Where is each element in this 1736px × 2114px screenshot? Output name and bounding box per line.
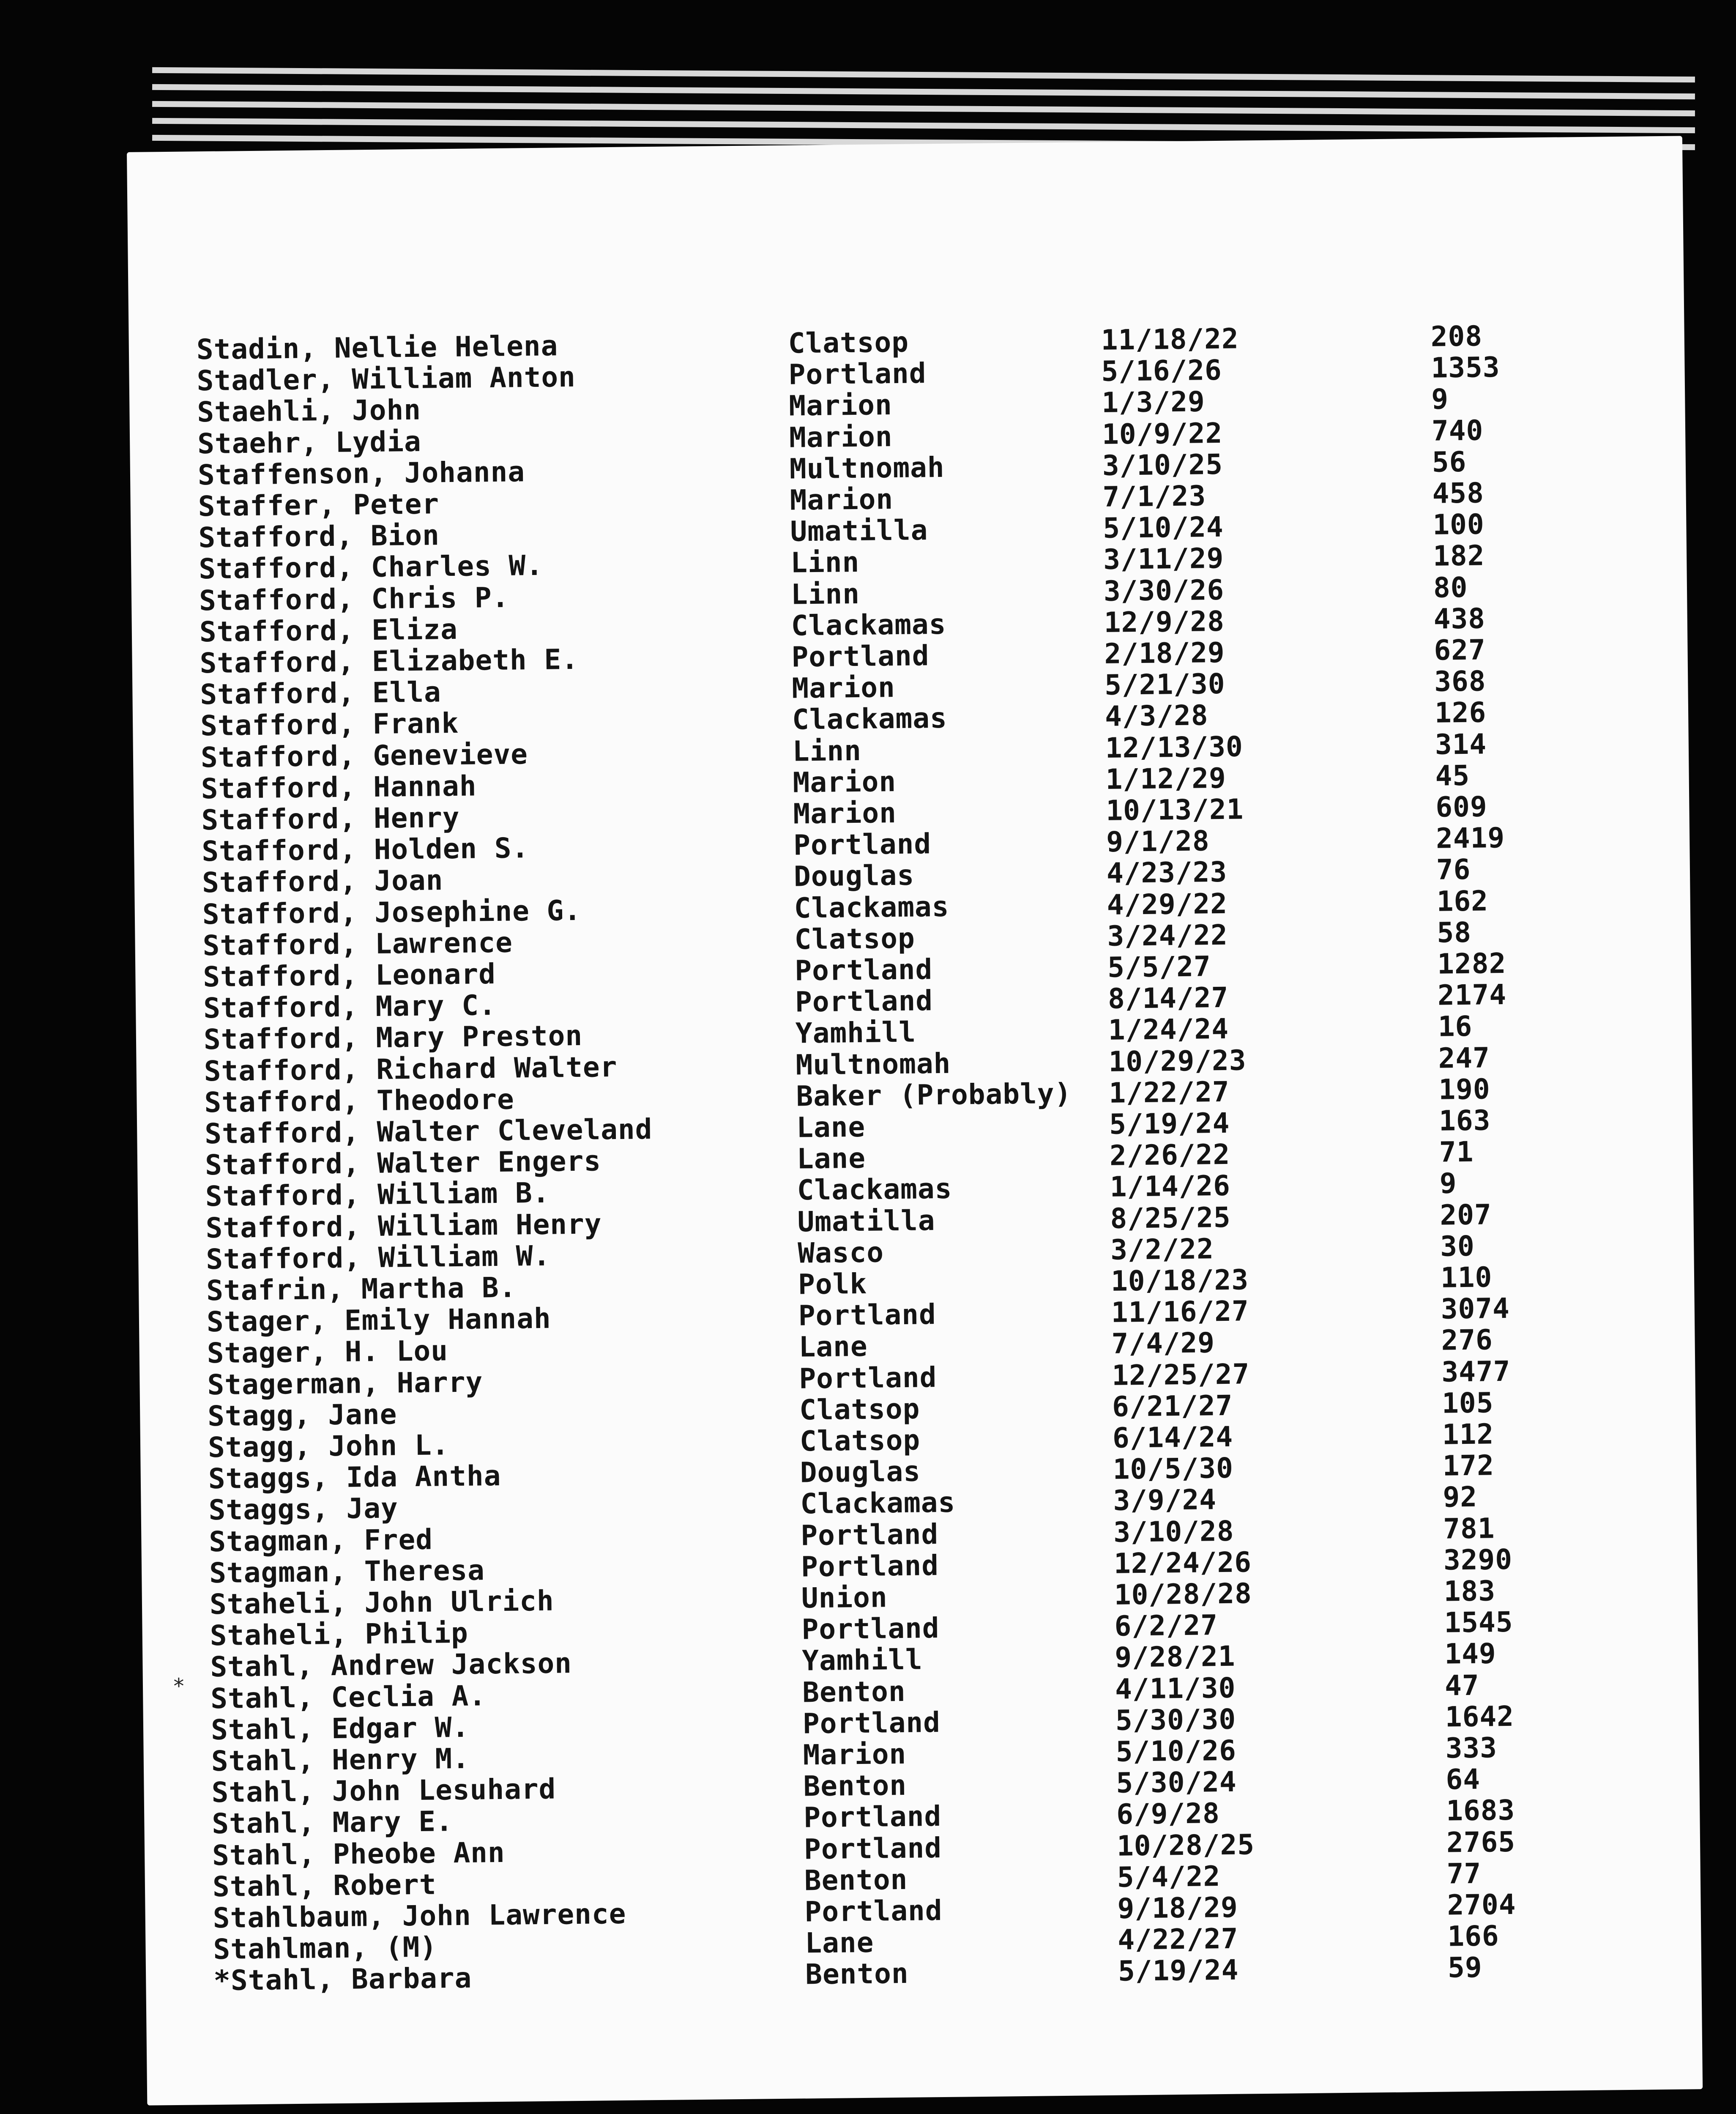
record-county: Portland: [794, 953, 933, 987]
record-date: 7/4/29: [1111, 1326, 1215, 1361]
record-name: Stafford, William W.: [206, 1239, 551, 1276]
record-county: Union: [801, 1581, 888, 1615]
record-number: 207: [1440, 1198, 1492, 1232]
record-number: 110: [1440, 1261, 1493, 1294]
record-county: Lane: [805, 1926, 874, 1960]
record-number: 2765: [1446, 1825, 1516, 1859]
record-number: 3477: [1441, 1355, 1511, 1388]
record-number: 740: [1431, 414, 1484, 447]
record-county: Clackamas: [797, 1172, 952, 1207]
record-date: 8/14/27: [1107, 981, 1229, 1015]
record-date: 12/24/26: [1113, 1546, 1252, 1580]
record-number: 105: [1441, 1386, 1494, 1420]
record-name: Staffer, Peter: [198, 487, 440, 523]
record-county: Umatilla: [797, 1204, 935, 1238]
record-county: Multnomah: [796, 1047, 951, 1082]
record-name: Staggs, Jay: [208, 1492, 399, 1527]
record-name: Stahlman, (M): [213, 1931, 437, 1966]
record-date: 2/26/22: [1109, 1138, 1230, 1172]
record-county: Multnomah: [789, 451, 945, 485]
film-edge-line: [152, 84, 1695, 99]
record-date: 4/3/28: [1104, 699, 1208, 733]
record-county: Marion: [793, 797, 897, 830]
record-name: Stahl, Pheobe Ann: [212, 1836, 506, 1872]
record-name: Stahl, Robert: [212, 1868, 437, 1903]
record-county: Marion: [789, 420, 893, 454]
record-name: Stadler, William Anton: [197, 361, 576, 397]
record-number: 100: [1432, 508, 1485, 541]
record-date: 9/18/29: [1117, 1891, 1238, 1925]
record-number: 45: [1435, 759, 1470, 792]
record-date: 4/29/22: [1107, 887, 1228, 921]
record-number: 76: [1436, 853, 1471, 887]
record-county: Portland: [793, 827, 932, 862]
record-number: 30: [1440, 1230, 1475, 1263]
record-number: 1545: [1444, 1606, 1513, 1639]
record-county: Portland: [803, 1800, 942, 1834]
record-date: 3/10/28: [1113, 1514, 1234, 1549]
record-county: Portland: [799, 1361, 937, 1395]
record-date: 3/10/25: [1102, 448, 1223, 482]
record-county: Lane: [798, 1330, 868, 1364]
record-date: 7/1/23: [1102, 479, 1206, 513]
record-date: 10/9/22: [1102, 416, 1223, 451]
record-date: 10/28/25: [1116, 1828, 1255, 1862]
record-county: Clatsop: [788, 326, 909, 360]
record-county: Clackamas: [791, 608, 946, 642]
record-date: 5/4/22: [1117, 1859, 1221, 1894]
record-county: Linn: [792, 734, 862, 768]
record-date: 5/19/24: [1109, 1106, 1230, 1141]
record-date: 9/28/21: [1115, 1640, 1236, 1674]
record-name: Staehli, John: [197, 394, 421, 429]
record-name: Stafford, Josephine G.: [202, 894, 582, 931]
record-name: Stagg, John L.: [208, 1429, 449, 1464]
record-name: Stafford, Richard Walter: [204, 1050, 618, 1087]
record-date: 3/30/26: [1103, 573, 1225, 608]
record-number: 64: [1446, 1763, 1481, 1796]
record-name: Stafford, Walter Engers: [205, 1145, 601, 1182]
record-name: Stafford, Walter Cleveland: [204, 1113, 653, 1150]
record-name: Stafford, Elizabeth E.: [200, 643, 579, 680]
record-county: Marion: [790, 483, 894, 517]
record-number: 1282: [1437, 947, 1506, 980]
record-number: 77: [1446, 1857, 1482, 1890]
record-date: 4/22/27: [1118, 1922, 1238, 1956]
record-number: 149: [1444, 1637, 1496, 1670]
record-number: 126: [1434, 696, 1487, 730]
record-county: Portland: [804, 1831, 942, 1866]
record-date: 10/29/23: [1108, 1043, 1247, 1078]
record-name: Stahl, Andrew Jackson: [210, 1647, 572, 1684]
record-date: 2/18/29: [1104, 636, 1225, 670]
record-county: Yamhill: [795, 1016, 916, 1050]
record-name: Stafford, Mary Preston: [203, 1019, 583, 1056]
record-number: 609: [1435, 790, 1488, 824]
record-number: 58: [1437, 916, 1472, 949]
record-county: Portland: [788, 357, 927, 391]
record-date: 1/14/26: [1110, 1169, 1231, 1204]
record-date: 9/1/28: [1106, 824, 1210, 859]
record-name: Stafford, Ella: [200, 676, 442, 711]
record-number: 190: [1438, 1073, 1491, 1106]
record-number: 71: [1439, 1135, 1474, 1169]
record-date: 8/25/25: [1110, 1201, 1231, 1235]
record-number: 1353: [1431, 351, 1500, 384]
record-number: 9: [1431, 383, 1449, 416]
record-name: Stafford, Eliza: [199, 613, 458, 649]
record-county: Clatsop: [794, 922, 916, 956]
record-county: Clackamas: [792, 702, 948, 736]
record-date: 5/30/30: [1115, 1703, 1236, 1737]
record-county: Linn: [790, 546, 860, 579]
record-name: Stahl, Henry M.: [211, 1742, 470, 1778]
record-date: 5/10/26: [1115, 1734, 1237, 1768]
record-number: 2704: [1447, 1888, 1516, 1922]
record-date: 6/21/27: [1112, 1389, 1233, 1423]
record-county: Portland: [800, 1517, 939, 1552]
record-date: 1/22/27: [1109, 1075, 1230, 1109]
record-date: 5/16/26: [1101, 354, 1222, 388]
record-number: 112: [1442, 1418, 1494, 1451]
record-date: 10/5/30: [1113, 1451, 1234, 1486]
record-county: Douglas: [793, 859, 915, 893]
record-number: 458: [1432, 476, 1484, 510]
record-date: 5/10/24: [1103, 511, 1224, 545]
record-date: 12/13/30: [1105, 730, 1244, 764]
record-name: Stafford, Theodore: [204, 1083, 515, 1119]
record-number: 627: [1434, 633, 1486, 667]
record-name: Stagman, Fred: [209, 1523, 433, 1558]
record-county: Clatsop: [799, 1392, 920, 1427]
record-name: Stahl, Edgar W.: [211, 1711, 470, 1746]
record-name: Stagerman, Harry: [207, 1365, 483, 1401]
record-number: 276: [1441, 1323, 1493, 1357]
record-date: 3/2/22: [1110, 1232, 1214, 1266]
record-name: Stagman, Theresa: [209, 1554, 485, 1589]
record-county: Lane: [796, 1110, 866, 1144]
record-name: Stafford, Henry: [201, 801, 460, 837]
record-number: 3074: [1441, 1292, 1510, 1325]
record-number: 163: [1438, 1104, 1491, 1137]
record-date: 10/28/28: [1114, 1577, 1252, 1611]
record-number: 92: [1443, 1481, 1478, 1514]
film-edge-line: [152, 67, 1695, 82]
record-name: Stafford, Holden S.: [201, 832, 529, 868]
record-date: 6/14/24: [1112, 1420, 1233, 1454]
record-county: Linn: [790, 577, 860, 611]
record-number: 314: [1435, 727, 1487, 761]
record-county: Lane: [796, 1142, 866, 1175]
record-county: Umatilla: [790, 514, 928, 548]
record-number: 3290: [1443, 1543, 1513, 1577]
record-name: Stager, H. Lou: [207, 1334, 448, 1370]
record-name: Staffenson, Johanna: [197, 455, 525, 492]
record-date: 1/12/29: [1105, 761, 1227, 796]
record-number: 1683: [1446, 1794, 1515, 1827]
record-number: 2419: [1435, 822, 1505, 855]
record-county: Yamhill: [802, 1643, 923, 1677]
record-date: 1/24/24: [1108, 1013, 1229, 1047]
record-number: 16: [1438, 1010, 1473, 1043]
record-county: Polk: [798, 1267, 867, 1301]
record-number: 247: [1438, 1041, 1490, 1075]
record-number: 368: [1434, 665, 1486, 698]
record-number: 9: [1439, 1167, 1457, 1200]
record-name: Stager, Emily Hannah: [206, 1302, 552, 1339]
record-county: Portland: [795, 984, 933, 1019]
record-name: Stafford, William B.: [205, 1177, 550, 1213]
record-county: Clatsop: [799, 1424, 921, 1458]
record-date: 11/16/27: [1111, 1295, 1249, 1329]
record-name: Stafford, Chris P.: [199, 581, 509, 617]
record-number: 1642: [1445, 1700, 1515, 1733]
record-county: Wasco: [797, 1236, 884, 1270]
record-county: Portland: [801, 1612, 940, 1646]
record-county: Portland: [802, 1706, 941, 1740]
film-edge-line: [152, 118, 1695, 133]
record-name: Stagg, Jane: [207, 1398, 397, 1432]
record-county: Portland: [791, 639, 930, 674]
record-name: Stafford, Joan: [202, 864, 443, 899]
record-name: Stadin, Nellie Helena: [196, 329, 558, 366]
record-number: 2174: [1437, 978, 1507, 1012]
record-name: Stafford, Bion: [198, 519, 440, 554]
record-county: Benton: [805, 1957, 909, 1991]
record-county: Marion: [791, 671, 896, 705]
record-name: Staggs, Ida Antha: [208, 1460, 501, 1495]
record-name: Staheli, Philip: [210, 1616, 469, 1652]
record-number: 56: [1432, 445, 1467, 479]
record-county: Benton: [802, 1675, 906, 1709]
film-edge-line: [152, 101, 1695, 116]
record-date: 5/19/24: [1118, 1954, 1239, 1988]
record-name: Stafford, Charles W.: [198, 549, 544, 586]
record-number: 172: [1442, 1449, 1495, 1482]
record-county: Douglas: [800, 1455, 921, 1489]
record-number: 162: [1436, 884, 1489, 918]
record-date: 4/11/30: [1115, 1671, 1236, 1706]
record-county: Portland: [798, 1298, 937, 1332]
record-date: 3/24/22: [1107, 918, 1228, 953]
record-name: *Stahl, Barbara: [213, 1962, 472, 1997]
record-date: 3/9/24: [1113, 1483, 1217, 1517]
record-date: 10/18/23: [1110, 1263, 1249, 1298]
record-number: 333: [1445, 1731, 1498, 1765]
record-date: 5/21/30: [1104, 668, 1225, 702]
record-date: 12/25/27: [1112, 1357, 1250, 1392]
record-date: 1/3/29: [1101, 385, 1206, 419]
record-county: Benton: [803, 1769, 907, 1803]
record-name: Stahlbaum, John Lawrence: [213, 1897, 626, 1935]
record-county: Clackamas: [800, 1486, 956, 1520]
record-date: 6/2/27: [1114, 1609, 1218, 1643]
record-name: Stahl, John Lesuhard: [211, 1772, 556, 1809]
record-number: 59: [1447, 1951, 1483, 1984]
record-number: 182: [1433, 539, 1485, 573]
record-name: Stahl, Ceclia A.: [210, 1679, 487, 1715]
record-county: Benton: [804, 1863, 908, 1897]
record-county: Marion: [793, 765, 897, 799]
record-number: 183: [1443, 1575, 1496, 1608]
record-name: Stafford, Genevieve: [200, 737, 528, 774]
record-number: 166: [1447, 1920, 1499, 1953]
record-name: Stahl, Mary E.: [212, 1805, 454, 1840]
record-number: 47: [1444, 1669, 1480, 1702]
record-number: 438: [1433, 602, 1486, 635]
record-date: 4/23/23: [1106, 856, 1228, 890]
record-name: Stafford, Frank: [200, 707, 459, 742]
record-county: Marion: [803, 1737, 907, 1772]
record-date: 6/9/28: [1116, 1797, 1220, 1831]
record-date: 10/13/21: [1106, 793, 1244, 827]
record-number: 208: [1430, 320, 1483, 353]
record-date: 3/11/29: [1103, 542, 1224, 576]
record-date: 11/18/22: [1101, 322, 1239, 356]
asterisk-mark: *: [172, 1673, 186, 1699]
index-card-page: [127, 136, 1703, 2105]
record-county: Portland: [801, 1549, 939, 1583]
record-county: Portland: [804, 1894, 943, 1928]
record-number: 781: [1443, 1512, 1495, 1545]
record-name: Stafrin, Martha B.: [206, 1271, 517, 1307]
record-name: Staehr, Lydia: [197, 425, 422, 460]
record-name: Stafford, Lawrence: [202, 926, 513, 962]
record-date: 12/9/28: [1104, 605, 1225, 639]
record-name: Stafford, William Henry: [205, 1207, 602, 1244]
record-date: 5/5/27: [1107, 950, 1211, 984]
record-name: Stafford, Leonard: [203, 957, 496, 994]
record-date: 5/30/24: [1116, 1765, 1237, 1799]
record-name: Staheli, John Ulrich: [209, 1584, 555, 1621]
record-name: Stafford, Mary C.: [203, 989, 497, 1025]
record-county: Baker (Probably): [796, 1077, 1072, 1113]
record-county: Marion: [788, 389, 893, 423]
record-name: Stafford, Hannah: [201, 769, 477, 805]
record-county: Clackamas: [794, 890, 949, 925]
record-number: 80: [1433, 571, 1468, 604]
